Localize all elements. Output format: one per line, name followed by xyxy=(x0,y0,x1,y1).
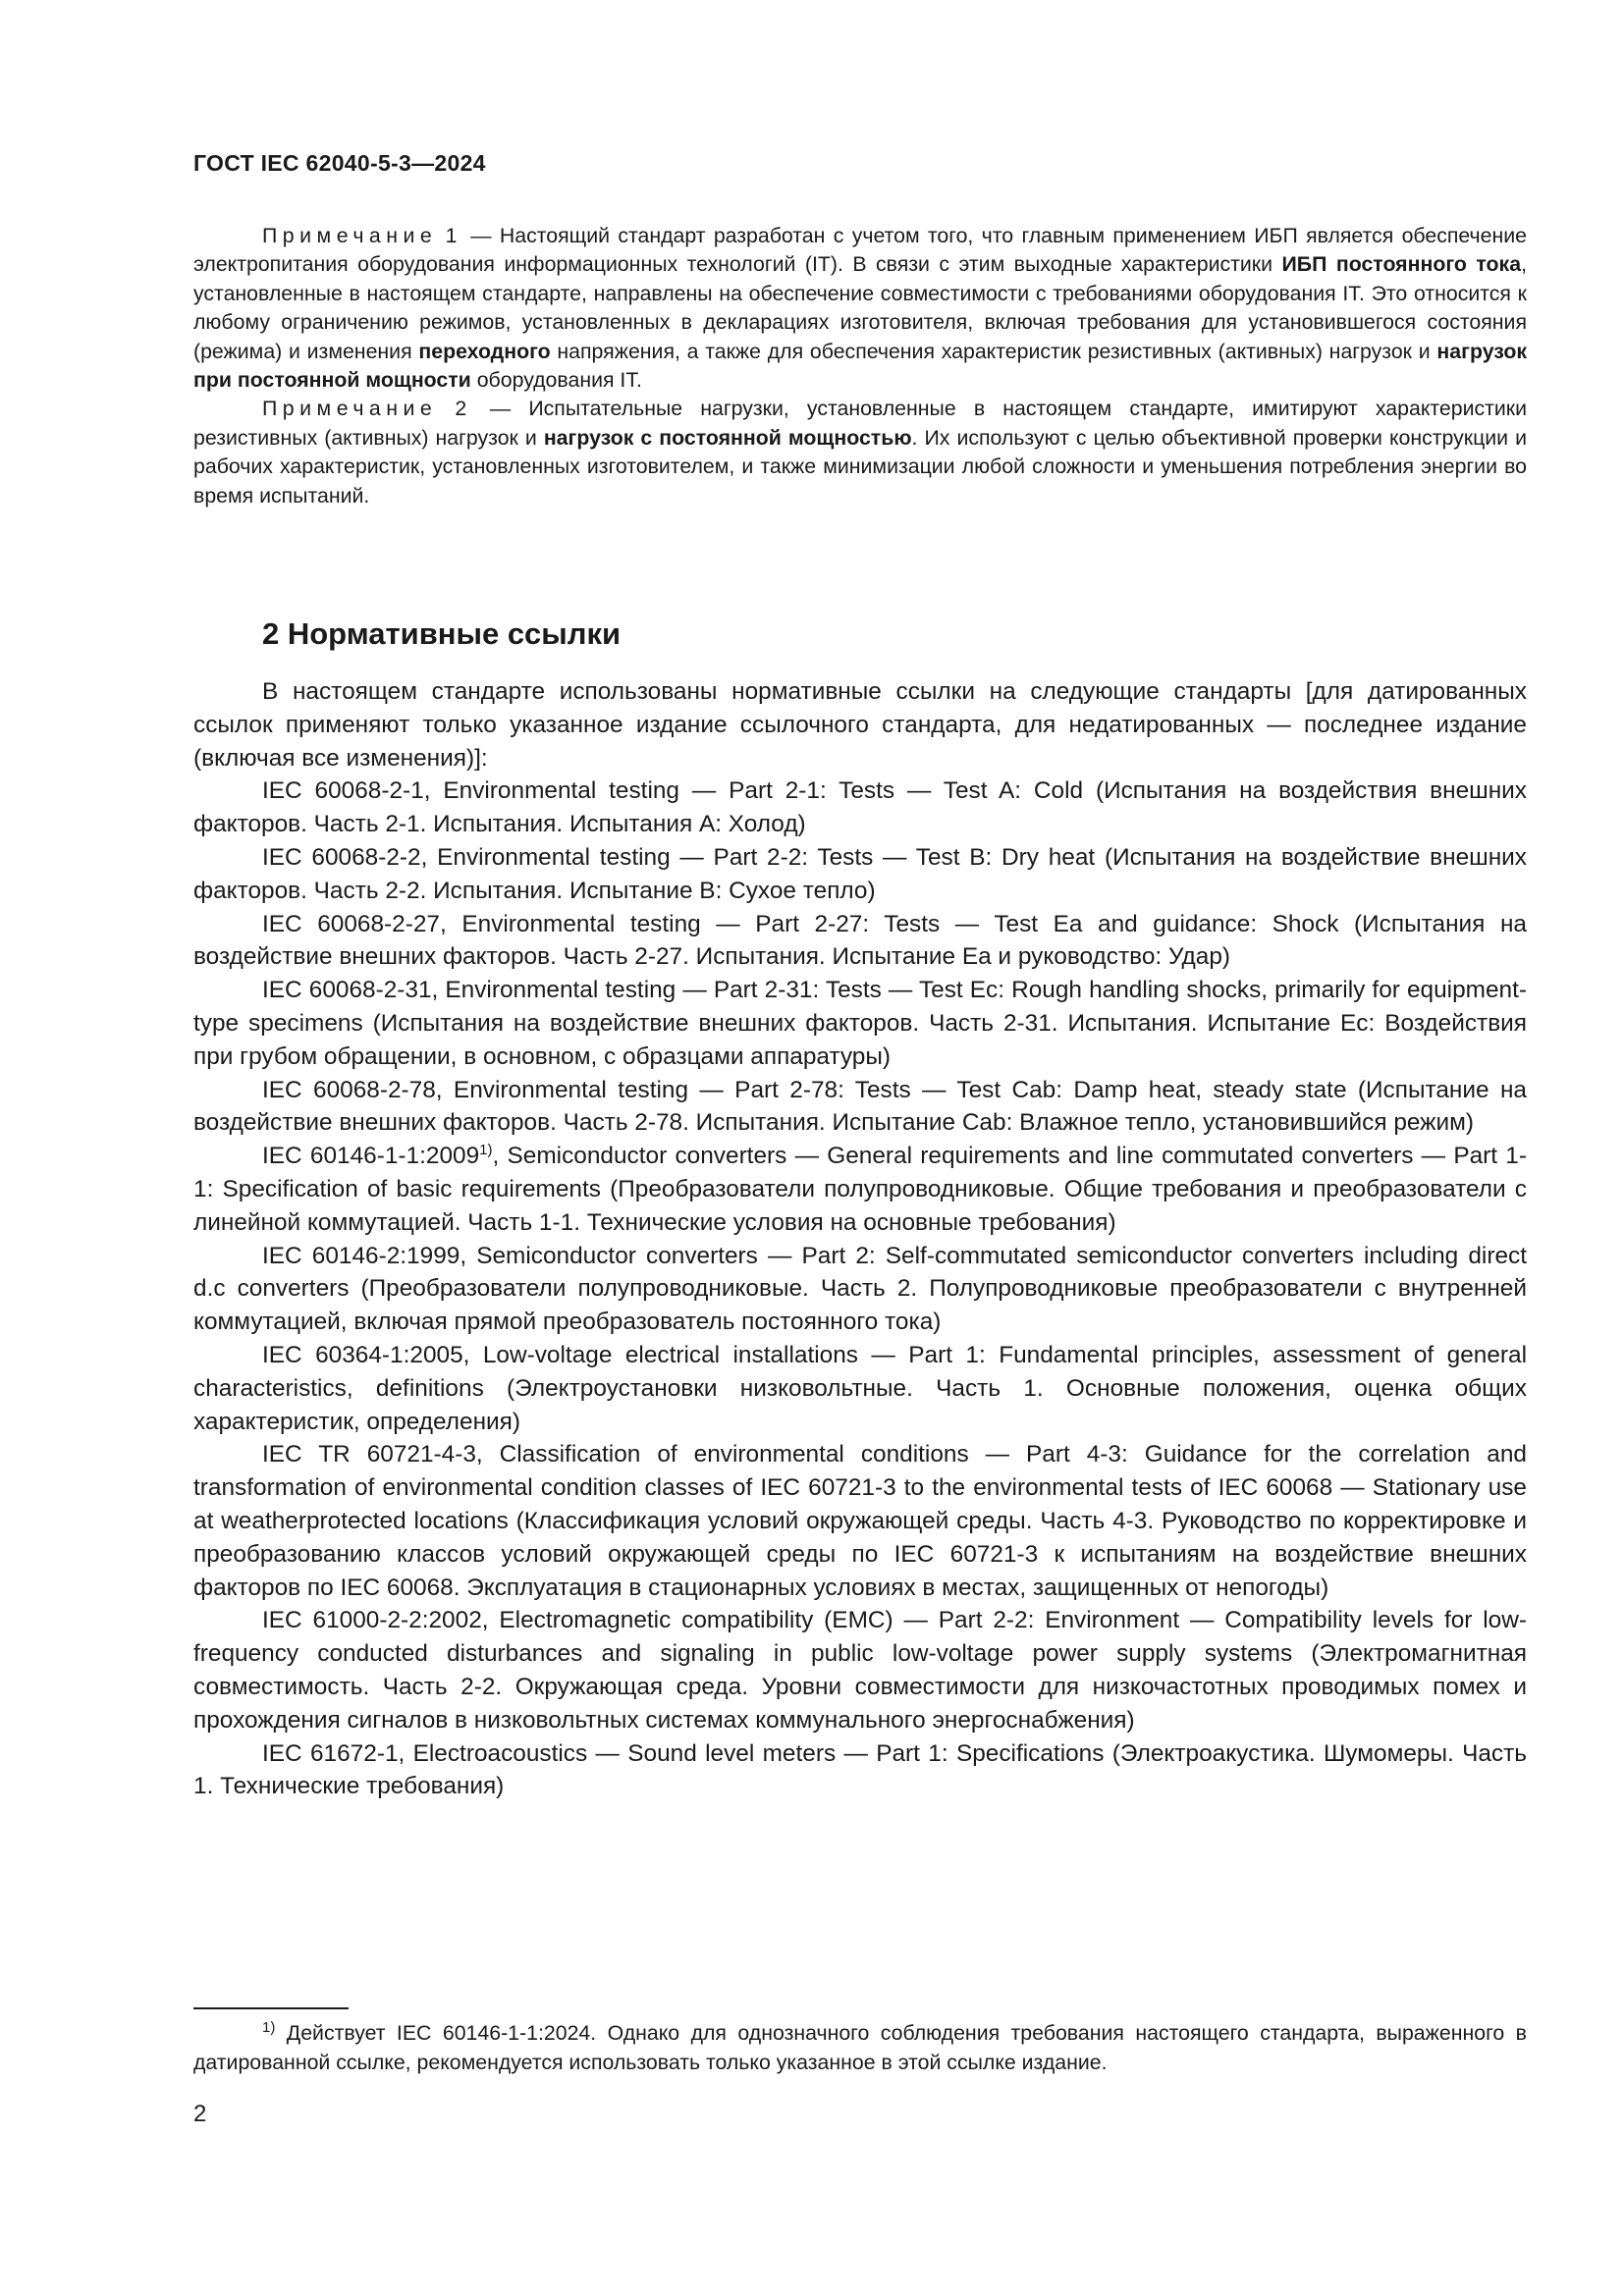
footnote-divider xyxy=(193,2007,349,2009)
footnote-ref: 1) xyxy=(479,1142,493,1159)
reference-text: IEC 60068-2-78, Environmental testing — Part 2-78: Tests — Test Cab: Damp heat, steady state (Испытание на воздействие внешних факторов. Часть 2-78. Испытания. Испытание Cab: Влажное тепло, установившийся режим) xyxy=(193,1076,1527,1137)
reference-item xyxy=(193,1737,1527,1804)
reference-item xyxy=(193,774,1527,841)
reference-text: IEC 60146-2:1999, Semiconductor converters — Part 2: Self-commutated semiconductor converters including direct d.c converters (Преобразователи полупроводниковые. Часть 2. Полупроводниковые преобразователи с внутренней коммутацией, включая прямой преобразователь постоянного тока) xyxy=(193,1242,1527,1336)
reference-text: IEC 60146-1-1:2009 xyxy=(262,1143,480,1170)
reference-list xyxy=(193,774,1527,1803)
note-1-seg: напряжения, а также для обеспечения характеристик резистивных (активных) нагрузок и xyxy=(550,339,1437,363)
note-1-seg: — Настоящий стандарт разработан с учетом того, что главным применением ИБП является обеспечение электропитания оборудования информационных технологий (IT). В связи с этим выходные характеристики xyxy=(193,224,1527,277)
section-intro: В настоящем стандарте использованы нормативные ссылки на следующие стандарты [для датированных ссылок применяют только указанное издание ссылочного стандарта, для недатированных — последнее издание (включая все изменения)]: xyxy=(193,678,1527,772)
reference-text: , Semiconductor converters — General requirements and line commutated converters — Part 1-1: Specification of basic requirements (Преобразователи полупроводниковые. Общие требования и преобразователи с линейной коммутацией. Часть 1-1. Технические условия на основные требования) xyxy=(193,1143,1527,1236)
footnote xyxy=(193,2019,1527,2077)
reference-item xyxy=(193,841,1527,908)
reference-text: IEC 60068-2-27, Environmental testing — Part 2-27: Tests — Test Ea and guidance: Shock (Испытания на воздействие внешних факторов. Часть 2-27. Испытания. Испытание Ea и руководство: Удар) xyxy=(193,910,1527,971)
note-2-label: Примечание xyxy=(262,397,438,421)
note-2-seg: — Испытательные нагрузки, установленные в настоящем стандарте, имитируют характеристики резистивных (активных) нагрузок и xyxy=(193,397,1527,450)
note-2-number: 2 xyxy=(455,397,472,421)
note-1 xyxy=(193,222,1527,395)
note-2-seg: . Их используют с целью объективной проверки конструкции и рабочих характеристик, установленных изготовителем, и также минимизации любой сложности и уменьшения потребления энергии во время испытаний. xyxy=(193,425,1528,507)
footnote-marker: 1) xyxy=(262,2018,276,2036)
reference-text: IEC 60364-1:2005, Low-voltage electrical installations — Part 1: Fundamental principles, assessment of general characteristics, definitions (Электроустановки низковольтные. Часть 1. Основные положения, оценка общих характеристик, определения) xyxy=(193,1341,1527,1435)
section-title: 2 Нормативные ссылки xyxy=(262,616,622,651)
document-header: ГОСТ IEC 62040-5-3—2024 xyxy=(193,150,486,176)
reference-text: IEC TR 60721-4-3, Classification of environmental conditions — Part 4-3: Guidance for the correlation and transformation of environmental condition classes of IEC 60721-3 to the environmental tests of IEC 60068 — Stationary use at weatherprotected locations (Классификация условий окружающей среды. Часть 4-3. Руководство по корректировке и преобразованию классов условий окружающей среды по IEC 60721-3 к испытаниям на воздействие внешних факторов по IEC 60068. Эксплуатация в стационарных условиях в местах, защищенных от непогоды) xyxy=(193,1441,1527,1601)
references-body xyxy=(193,675,1527,1803)
note-1-seg: , установленные в настоящем стандарте, направлены на обеспечение совместимости с требованиями оборудования IT. Это относится к любому ограничению режимов, установленных в декларациях изготовителя, включая требования для установившегося состояния (режима) и изменения xyxy=(193,252,1527,363)
reference-text: IEC 60068-2-31, Environmental testing — Part 2-31: Tests — Test Ec: Rough handling shocks, primarily for equipment-type specimens (Испытания на воздействие внешних факторов. Часть 2-31. Испытания. Испытание Ec: Воздействия при грубом обращении, в основном, с образцами аппаратуры) xyxy=(193,977,1527,1070)
note-1-bold: нагрузок при постоянной мощности xyxy=(193,339,1527,393)
note-1-bold: ИБП постоянного тока xyxy=(1281,252,1522,277)
reference-item xyxy=(193,1140,1527,1239)
reference-text: IEC 60068-2-2, Environmental testing — Part 2-2: Tests — Test B: Dry heat (Испытания на воздействие внешних факторов. Часть 2-2. Испытания. Испытание В: Сухое тепло) xyxy=(193,843,1527,904)
reference-item xyxy=(193,1438,1527,1604)
reference-item xyxy=(193,1240,1527,1339)
page-number: 2 xyxy=(193,2101,207,2127)
notes-block xyxy=(193,222,1527,510)
note-2-bold: нагрузок с постоянной мощностью xyxy=(543,425,912,450)
reference-item xyxy=(193,1339,1527,1438)
note-1-seg: оборудования IT. xyxy=(470,368,642,393)
reference-text: IEC 61000-2-2:2002, Electromagnetic compatibility (EMC) — Part 2-2: Environment — Compatibility levels for low-frequency conducted disturbances and signaling in public low-voltage power supply systems (Электромагнитная совместимость. Часть 2-2. Окружающая среда. Уровни совместимости для низкочастотных проводимых помех и прохождения сигналов в низковольтных системах коммунального энергоснабжения) xyxy=(193,1607,1527,1734)
footnote-text: Действует IEC 60146-1-1:2024. Однако для однозначного соблюдения требования настоящего стандарта, выраженного в датированной ссылке, рекомендуется использовать только указанное в этой ссылке издание. xyxy=(193,2021,1527,2074)
note-2 xyxy=(193,395,1527,510)
reference-item xyxy=(193,1074,1527,1141)
reference-item xyxy=(193,974,1527,1073)
reference-item xyxy=(193,908,1527,975)
reference-item xyxy=(193,1604,1527,1736)
reference-text: IEC 61672-1, Electroacoustics — Sound level meters — Part 1: Specifications (Электроакустика. Шумомеры. Часть 1. Технические требования) xyxy=(193,1739,1527,1800)
note-1-label: Примечание xyxy=(262,224,438,247)
note-1-bold: переходного xyxy=(418,339,551,363)
reference-text: IEC 60068-2-1, Environmental testing — Part 2-1: Tests — Test A: Cold (Испытания на воздействия внешних факторов. Часть 2-1. Испытания. Испытания А: Холод) xyxy=(193,777,1527,838)
note-1-number: 1 xyxy=(445,224,462,247)
